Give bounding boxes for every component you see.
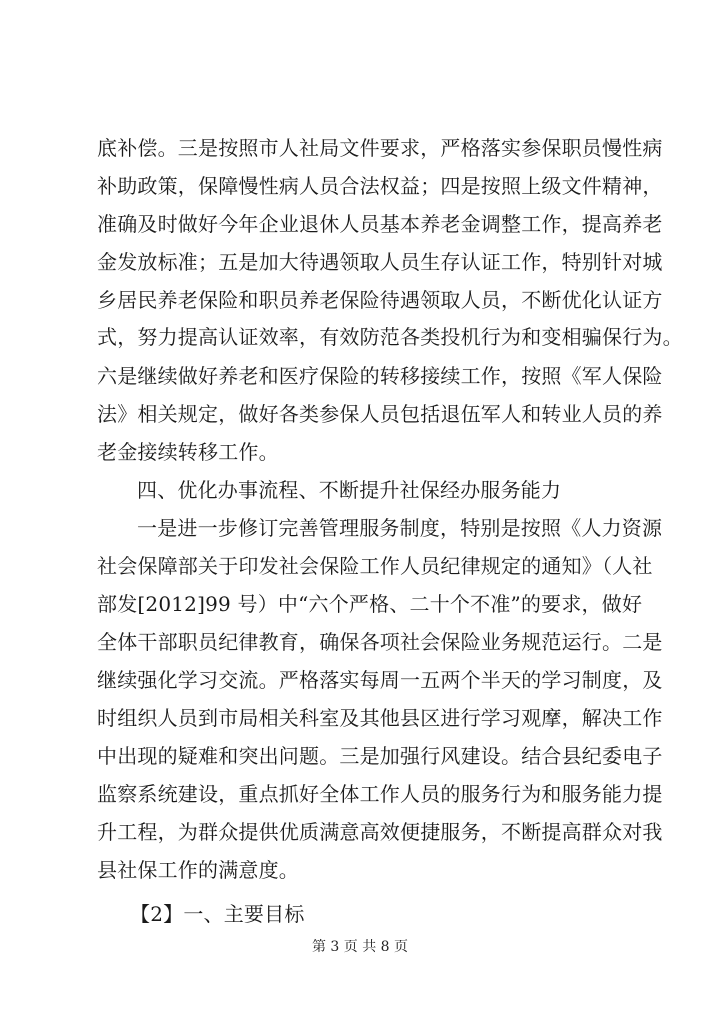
- body-line: 补助政策，保障慢性病人员合法权益；四是按照上级文件精神，: [97, 174, 663, 198]
- body-line: 法》相关规定，做好各类参保人员包括退伍军人和转业人员的养: [97, 402, 663, 426]
- body-line: 一是进一步修订完善管理服务制度，特别是按照《人力资源: [137, 516, 663, 540]
- body-line: 县社保工作的满意度。: [97, 858, 299, 882]
- body-line: 准确及时做好今年企业退休人员基本养老金调整工作，提高养老: [97, 212, 663, 236]
- page-footer: 第 3 页 共 8 页: [311, 939, 409, 955]
- body-line: 六是继续做好养老和医疗保险的转移接续工作，按照《军人保险: [97, 364, 663, 388]
- section-heading: 四、优化办事流程、不断提升社保经办服务能力: [137, 478, 562, 502]
- body-line: 乡居民养老保险和职员养老保险待遇领取人员，不断优化认证方: [97, 288, 663, 312]
- body-line: 中出现的疑难和突出问题。三是加强行风建设。结合县纪委电子: [97, 744, 663, 768]
- body-line: 升工程，为群众提供优质满意高效便捷服务，不断提高群众对我: [97, 820, 663, 844]
- body-line: 老金接续转移工作。: [97, 440, 279, 464]
- body-line: 底补偿。三是按照市人社局文件要求，严格落实参保职员慢性病: [97, 136, 663, 160]
- body-line: 式，努力提高认证效率，有效防范各类投机行为和变相骗保行为。: [97, 325, 683, 349]
- body-line: 全体干部职员纪律教育，确保各项社会保险业务规范运行。二是: [97, 630, 663, 654]
- body-line: 时组织人员到市局相关科室及其他县区进行学习观摩，解决工作: [97, 706, 663, 730]
- section-heading: 【2】一、主要目标: [130, 902, 305, 926]
- body-line: 社会保障部关于印发社会保险工作人员纪律规定的通知》（人社: [97, 554, 653, 578]
- body-line: 监察系统建设，重点抓好全体工作人员的服务行为和服务能力提: [97, 782, 663, 806]
- body-line: 金发放标准；五是加大待遇领取人员生存认证工作，特别针对城: [97, 250, 663, 274]
- body-line: 继续强化学习交流。严格落实每周一五两个半天的学习制度，及: [97, 668, 663, 692]
- body-line: 部发[2012]99 号）中“六个严格、二十个不准”的要求，做好: [97, 592, 643, 616]
